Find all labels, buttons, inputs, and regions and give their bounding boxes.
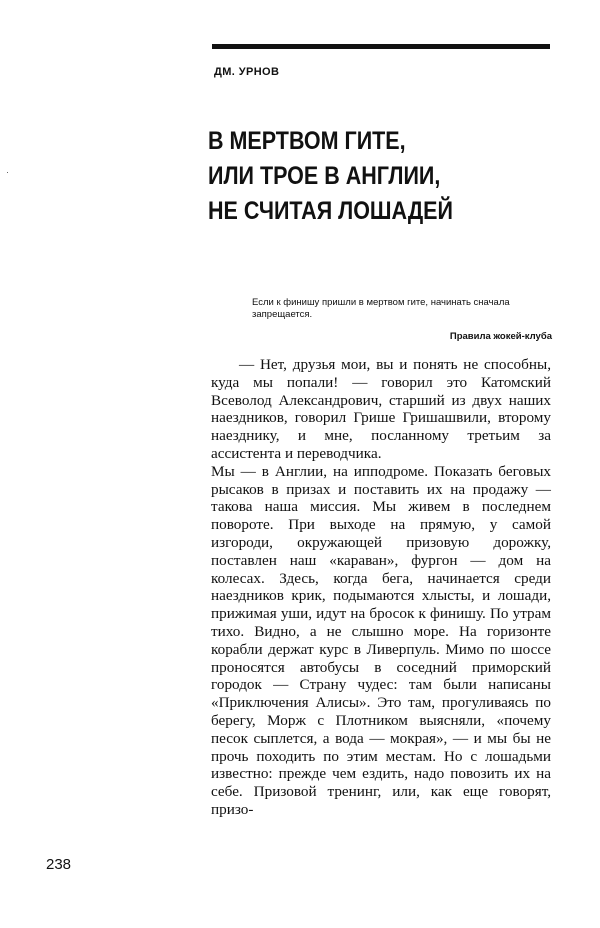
article-title bbox=[208, 124, 509, 229]
epigraph bbox=[252, 297, 552, 321]
article-body bbox=[211, 356, 551, 819]
top-rule bbox=[212, 44, 550, 49]
epigraph-source: Правила жокей-клуба bbox=[449, 331, 552, 342]
author-name: ДМ. УРНОВ bbox=[214, 66, 280, 78]
epigraph-text: Если к финишу пришли в мертвом гите, начинать сначала запрещается. bbox=[252, 297, 510, 320]
title-line-1: В МЕРТВОМ ГИТЕ, bbox=[208, 127, 406, 155]
title-line-2: ИЛИ ТРОЕ В АНГЛИИ, bbox=[208, 162, 441, 190]
body-paragraph-2: Мы — в Англии, на ипподроме. Показать беговых рысаков в призах и поставить их на продажу — такова наша миссия. Мы живем в последнем повороте. При выходе на прямую, у самой изгороди, окружающей призовую дорожку, поставлен наш «караван», фургон — дом на колесах. Здесь, когда бега, начинается среди наездников крик, подымаются хлысты, и лошади, прижимая уши, идут на бросок к финишу. По утрам тихо. Видно, а не слышно море. На горизонте корабли держат курс в Ливерпуль. Мимо по шоссе проносятся автобусы в соседний приморский городок — Страну чудес: там были написаны «Приключения Алисы». Это там, прогуливаясь по берегу, Морж с Плотником выясняли, «почему песок сыплется, а вода — мокрая», — и мы бы не прочь походить по этим местам. Но с лошадьми известно: прежде чем ездить, надо повозить их на себе. Призовой тренинг, или, как еще говорят, призо- bbox=[211, 462, 551, 818]
scan-speck bbox=[7, 172, 8, 173]
page-number: 238 bbox=[46, 856, 72, 873]
title-line-3: НЕ СЧИТАЯ ЛОШАДЕЙ bbox=[208, 197, 453, 225]
body-paragraph-1: — Нет, друзья мои, вы и понять не способны, куда мы попали! — говорил это Катомский Всеволод Александрович, старший из двух наших наездников, говорил Грише Гришашвили, второму наезднику, и мне, посланному третьим за ассистента и переводчика. bbox=[211, 356, 551, 462]
